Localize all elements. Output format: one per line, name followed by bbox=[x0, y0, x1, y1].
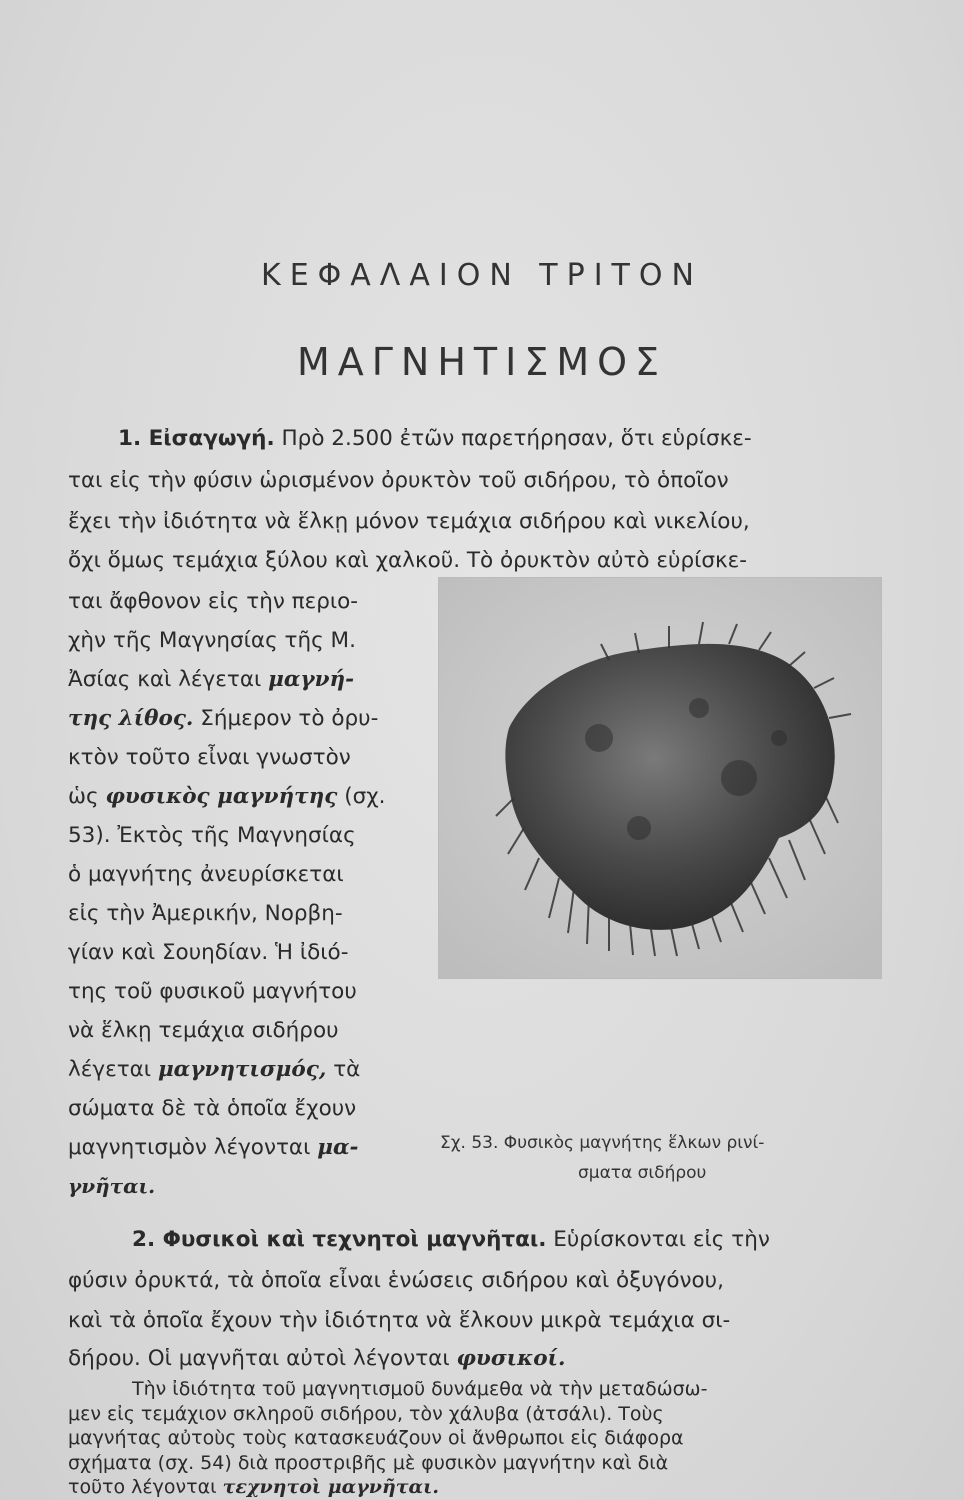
paragraph-line: εἰς τὴν Ἀμερικήν, Νορβη- bbox=[68, 901, 343, 926]
emphasis-term: μα- bbox=[317, 1135, 359, 1160]
magnet-with-filings-image bbox=[439, 578, 881, 978]
paragraph-line: της τοῦ φυσικοῦ μαγνήτου bbox=[68, 979, 357, 1004]
paragraph-line bbox=[132, 1229, 770, 1251]
figure-caption-continued: σματα σιδήρου bbox=[578, 1163, 707, 1183]
paragraph-line: μεν εἰς τεμάχιον σκληροῦ σιδήρου, τὸν χάλυβα (ἀτσάλι). Τοὺς bbox=[68, 1402, 664, 1425]
emphasis-term: της λίθος. bbox=[68, 706, 194, 731]
paragraph-line: Τὴν ἰδιότητα τοῦ μαγνητισμοῦ δυνάμεθα νὰ τὴν μεταδώσω- bbox=[132, 1378, 708, 1400]
paragraph-line bbox=[68, 1348, 565, 1370]
text-run: Πρὸ 2.500 ἐτῶν παρετήρησαν, ὅτι εὑρίσκε- bbox=[281, 426, 752, 451]
paragraph-line: ται εἰς τὴν φύσιν ὡρισμένον ὀρυκτὸν τοῦ σιδήρου, τὸ ὁποῖον bbox=[68, 468, 729, 493]
paragraph-line: 53). Ἐκτὸς τῆς Μαγνησίας bbox=[68, 823, 356, 848]
figure-caption: Σχ. 53. Φυσικὸς μαγνήτης ἕλκων ρινί- bbox=[440, 1133, 765, 1153]
paragraph-line bbox=[68, 786, 385, 808]
paragraph-line: ἔχει τὴν ἰδιότητα νὰ ἕλκῃ μόνον τεμάχια σιδήρου καὶ νικελίου, bbox=[68, 509, 750, 534]
text-run: (σχ. bbox=[344, 784, 386, 809]
paragraph-line bbox=[68, 708, 378, 730]
paragraph-line: νὰ ἕλκῃ τεμάχια σιδήρου bbox=[68, 1018, 339, 1043]
paragraph-line bbox=[68, 1137, 358, 1159]
paragraph-line: ὁ μαγνήτης ἀνευρίσκεται bbox=[68, 862, 344, 887]
emphasis-term: μαγνητισμός, bbox=[157, 1057, 327, 1082]
text-run: δήρου. Οἱ μαγνῆται αὐτοὶ λέγονται bbox=[68, 1346, 450, 1371]
text-run: ὡς bbox=[68, 784, 99, 809]
paragraph-line: φύσιν ὀρυκτά, τὰ ὁποῖα εἶναι ἑνώσεις σιδήρου καὶ ὀξυγόνου, bbox=[68, 1268, 724, 1293]
section-heading-1: 1. Εἰσαγωγή. bbox=[118, 426, 275, 451]
paragraph-line bbox=[118, 428, 752, 450]
paragraph-line: καὶ τὰ ὁποῖα ἔχουν τὴν ἰδιότητα νὰ ἕλκουν μικρὰ τεμάχια σι- bbox=[68, 1308, 731, 1333]
paragraph-line: ὄχι ὅμως τεμάχια ξύλου καὶ χαλκοῦ. Τὸ ὀρυκτὸν αὐτὸ εὑρίσκε- bbox=[68, 548, 748, 573]
paragraph-line: χὴν τῆς Μαγνησίας τῆς Μ. bbox=[68, 628, 356, 653]
text-run: μαγνητισμὸν λέγονται bbox=[68, 1135, 311, 1160]
figure-photo bbox=[438, 577, 882, 979]
text-run: τὰ bbox=[333, 1057, 361, 1082]
text-run: Εὑρίσκονται εἰς τὴν bbox=[553, 1227, 770, 1252]
text-run: τοῦτο λέγονται bbox=[68, 1476, 217, 1498]
section-heading-2: 2. Φυσικοὶ καὶ τεχνητοὶ μαγνῆται. bbox=[132, 1227, 547, 1252]
text-run: Σήμερον τὸ ὀρυ- bbox=[200, 706, 379, 731]
emphasis-term: φυσικὸς μαγνήτης bbox=[105, 784, 338, 809]
emphasis-term: μαγνή- bbox=[268, 667, 355, 692]
paragraph-line bbox=[68, 669, 354, 691]
chapter-heading: ΚΕΦΑΛΑΙΟΝ ΤΡΙΤΟΝ bbox=[261, 258, 703, 293]
text-run: λέγεται bbox=[68, 1057, 152, 1082]
emphasis-term: φυσικοί. bbox=[456, 1346, 566, 1371]
paragraph-line: σχήματα (σχ. 54) διὰ προστριβῆς μὲ φυσικὸν μαγνήτην καὶ διὰ bbox=[68, 1451, 669, 1474]
text-run: Ἀσίας καὶ λέγεται bbox=[68, 667, 262, 692]
page-title: ΜΑΓΝΗΤΙΣΜΟΣ bbox=[296, 340, 668, 384]
paragraph-line: σώματα δὲ τὰ ὁποῖα ἔχουν bbox=[68, 1096, 357, 1121]
paragraph-line bbox=[68, 1478, 439, 1497]
paragraph-line: ται ἄφθονον εἰς τὴν περιο- bbox=[68, 589, 359, 614]
paragraph-line: κτὸν τοῦτο εἶναι γνωστὸν bbox=[68, 745, 351, 770]
paragraph-line bbox=[68, 1059, 360, 1081]
paragraph-line: μαγνήτας αὐτοὺς τοὺς κατασκευάζουν οἱ ἄνθρωποι εἰς διάφορα bbox=[68, 1427, 684, 1449]
paragraph-line: γνῆται. bbox=[68, 1174, 156, 1198]
emphasis-term: τεχνητοὶ μαγνῆται. bbox=[222, 1476, 439, 1498]
paragraph-line: γίαν καὶ Σουηδίαν. Ἡ ἰδιό- bbox=[68, 940, 349, 965]
